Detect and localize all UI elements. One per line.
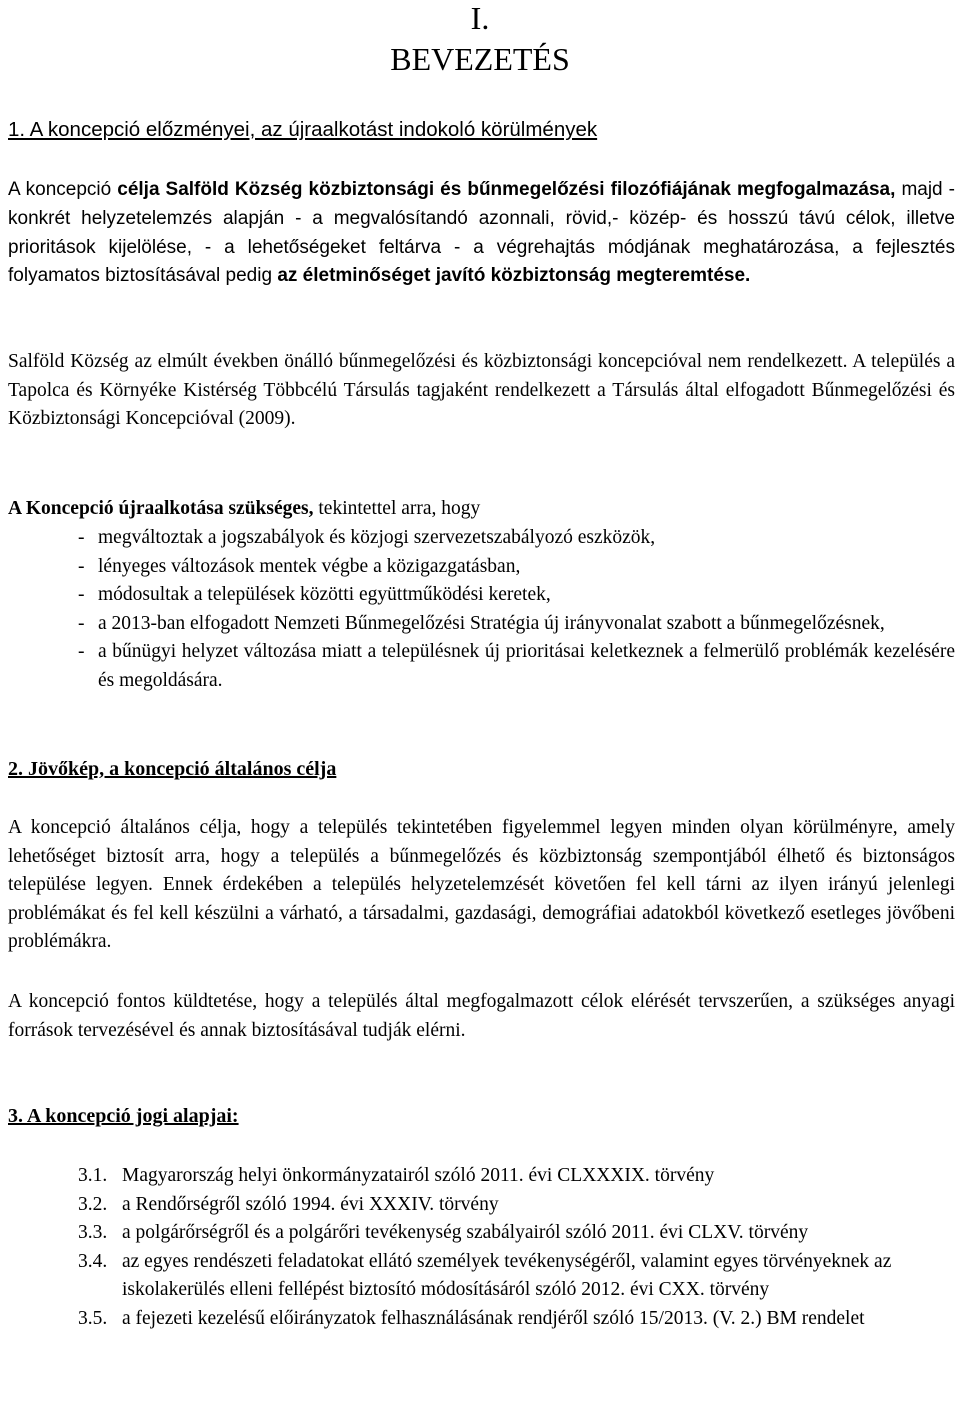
- list-item-number: 3.1.: [78, 1165, 108, 1186]
- list-item: [78, 524, 955, 553]
- section-number: 2.: [8, 758, 23, 780]
- list-item: [78, 553, 955, 582]
- dash-marker: -: [78, 527, 85, 548]
- section-1-heading: 1. A koncepció előzményei, az újraalkotást indokoló körülmények: [8, 118, 598, 141]
- list-item-text: módosultak a települések közötti együttműködési keretek,: [98, 584, 551, 606]
- dash-marker: -: [78, 612, 85, 634]
- section-title: Jövőkép, a koncepció általános célja: [28, 758, 337, 780]
- chapter-title: BEVEZETÉS: [390, 41, 570, 77]
- list-item-text: lényeges változások mentek végbe a közigazgatásban,: [98, 555, 521, 577]
- list-item: [78, 1219, 955, 1248]
- list-item: [78, 581, 955, 610]
- list-item-number: 3.3.: [78, 1222, 108, 1244]
- list-item-text: a Rendőrségről szóló 1994. évi XXXIV. törvény: [122, 1193, 499, 1215]
- text-run: majd - konkrét helyzetelemzés alapján - a megvalósítandó azonnali, rövid,- közép- és hosszú távú célok, illetve prioritások kijelölése, - a lehetőségeket feltárva - a végrehajtás módjának meghatározása, a fejlesztés folyamatos biztosításával pedig: [8, 179, 955, 287]
- list-item: [78, 1162, 955, 1191]
- list-item-text: megváltoztak a jogszabályok és közjogi szervezetszabályozó eszközök,: [98, 527, 656, 548]
- list-item-text: a bűnügyi helyzet változása miatt a településnek új prioritásai keletkeznek a felmerülő problémák kezelésére és megoldására.: [98, 641, 955, 691]
- list-item-number: 3.5.: [78, 1307, 108, 1329]
- list-item: [78, 610, 955, 639]
- dash-marker: -: [78, 555, 85, 577]
- bold-run: az életminőséget javító közbiztonság megteremtése.: [277, 265, 751, 287]
- list-item-text: Magyarország helyi önkormányzatairól szóló 2011. évi CLXXXIX. törvény: [122, 1165, 715, 1186]
- reasons-list: [78, 524, 955, 696]
- dash-marker: -: [78, 641, 85, 663]
- list-item: [78, 1191, 955, 1220]
- list-item-text: a polgárőrségről és a polgárőri tevékenység szabályairól szóló 2011. évi CLXV. törvény: [122, 1222, 809, 1244]
- list-item-text: a 2013-ban elfogadott Nemzeti Bűnmegelőzési Stratégia új irányvonalat szabott a bűnmegelőzésnek,: [98, 612, 885, 634]
- list-item: [78, 638, 955, 695]
- section-1-paragraph-purpose: [8, 176, 955, 291]
- dash-marker: -: [78, 584, 85, 606]
- section-1-paragraph-history: Salföld Község az elmúlt években önálló bűnmegelőzési és közbiztonsági koncepcióval nem rendelkezett. A település a Tapolca és Környéke Kistérség Többcélú Társulás tagjaként rendelkezett a Társulás által elfogadott Bűnmegelőzési és Közbiztonsági Koncepcióval (2009).: [8, 351, 955, 430]
- section-2-heading: [8, 758, 336, 781]
- bold-run: A Koncepció újraalkotása szükséges,: [8, 498, 314, 519]
- section-2-paragraph-mission: A koncepció fontos küldtetése, hogy a település által megfogalmazott célok elérését tervszerűen, a szükséges anyagi források tervezésével és annak biztosításával tudják elérni.: [8, 991, 955, 1041]
- list-item: [78, 1248, 955, 1305]
- laws-list: [78, 1162, 955, 1334]
- text-run: A koncepció: [8, 179, 118, 200]
- section-2-paragraph-goal: A koncepció általános célja, hogy a település tekintetében figyelemmel legyen minden olyan körülményre, amely lehetőséget biztosít arra, hogy a település a bűnmegelőzés és közbiztonság szempontjából élhető és biztonságos települése legyen. Ennek érdekében a település helyzetelemzését követően fel kell tárni az ilyen irányú jelenlegi problémákat és fel kell készülni a várható, a társadalmi, gazdasági, demográfiai adatokból következő esetleges jövőbeni problémákra.: [8, 817, 955, 953]
- bold-run: célja Salföld Község közbiztonsági és bűnmegelőzési filozófiájának megfogalmazása,: [117, 179, 896, 200]
- list-item-text: a fejezeti kezelésű előirányzatok felhasználásának rendjéről szóló 15/2013. (V. 2.) BM rendelet: [122, 1307, 865, 1329]
- list-item: [78, 1305, 955, 1334]
- list-item-number: 3.2.: [78, 1193, 108, 1215]
- section-1-paragraph-reasons-intro: [8, 495, 955, 524]
- chapter-number: I.: [470, 0, 490, 36]
- list-item-text: az egyes rendészeti feladatokat ellátó személyek tevékenységéről, valamint egyes törvényeknek az iskolakerülés elleni fellépést biztosító módosításáról szóló 2012. évi CXX. törvény: [122, 1250, 892, 1301]
- section-3-heading: 3. A koncepció jogi alapjai:: [8, 1105, 239, 1127]
- list-item-number: 3.4.: [78, 1250, 108, 1272]
- text-run: tekintettel arra, hogy: [313, 498, 481, 519]
